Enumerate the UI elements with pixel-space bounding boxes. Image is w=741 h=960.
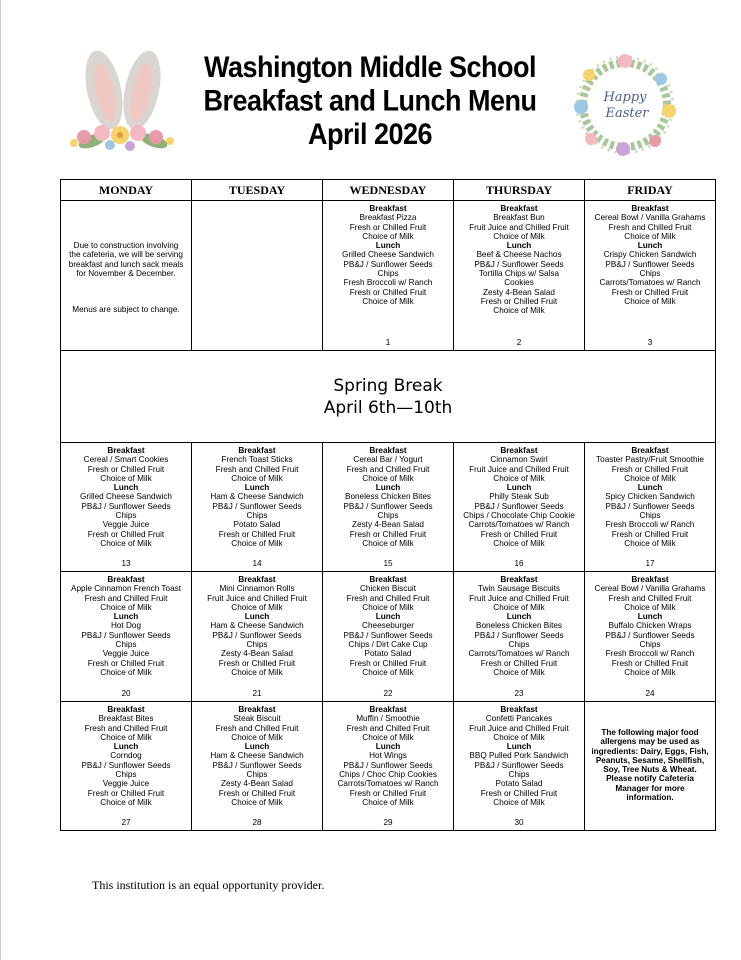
menu-item: Choice of Milk	[624, 667, 676, 677]
menu-item: Fresh or Chilled Fruit	[480, 296, 558, 306]
menu-item: Fresh or Chilled Fruit	[349, 529, 427, 539]
menu-item: PB&J / Sunflower Seeds	[474, 630, 564, 640]
menu-cell-content	[192, 572, 322, 701]
menu-cell-content	[323, 201, 453, 350]
header-monday: MONDAY	[61, 180, 192, 201]
menu-item: Chips / Dirt Cake Cup	[348, 640, 428, 650]
menu-item: Chips	[508, 770, 530, 780]
menu-item: Chips	[246, 640, 268, 650]
menu-item: Boneless Chicken Bites	[475, 621, 562, 631]
menu-item: Fresh or Chilled Fruit	[611, 287, 689, 297]
lunch-heading: Lunch	[375, 483, 401, 493]
breakfast-heading: Breakfast	[631, 204, 669, 213]
menu-item: Chips	[115, 511, 137, 521]
menu-item: Toaster Pastry/Fruit Smoothie	[596, 455, 704, 465]
menu-item: Philly Steak Sub	[489, 492, 549, 502]
menu-item: Choice of Milk	[362, 296, 414, 306]
menu-day-cell	[454, 572, 585, 702]
menu-item: Choice of Milk	[100, 538, 152, 548]
menu-item: PB&J / Sunflower Seeds	[212, 630, 302, 640]
menu-item: Cookies	[504, 278, 534, 288]
menu-item: BBQ Pulled Pork Sandwich	[469, 751, 569, 761]
lunch-heading: Lunch	[113, 612, 139, 622]
lunch-heading: Lunch	[506, 241, 532, 251]
breakfast-heading: Breakfast	[500, 705, 538, 714]
menu-item: Choice of Milk	[493, 732, 545, 742]
menu-cell-content	[323, 702, 453, 830]
menu-item: PB&J / Sunflower Seeds	[474, 501, 564, 511]
menu-item: Apple Cinnamon French Toast	[71, 584, 181, 594]
day-number: 3	[647, 337, 653, 347]
menu-item: Fresh or Chilled Fruit	[87, 658, 165, 668]
menu-cell-content	[61, 443, 191, 571]
menu-item: PB&J / Sunflower Seeds	[343, 501, 433, 511]
menu-item: PB&J / Sunflower Seeds	[343, 630, 433, 640]
menu-item: Fresh and Chilled Fruit	[84, 723, 168, 733]
menu-item: Choice of Milk	[231, 732, 283, 742]
empty-cell	[192, 201, 323, 351]
menu-item: Chips	[246, 511, 268, 521]
spring-break-dates: April 6th—10th	[323, 397, 453, 418]
header-wednesday: WEDNESDAY	[323, 180, 454, 201]
menu-item: Choice of Milk	[100, 732, 152, 742]
page-edge	[0, 0, 1, 960]
menu-item: Breakfast Bites	[98, 714, 154, 724]
construction-note: Due to construction involving the cafeteria, we will be serving breakfast and lunch sack meals for November & December.	[68, 241, 184, 278]
menu-day-cell	[192, 443, 323, 572]
menu-item: PB&J / Sunflower Seeds	[343, 259, 433, 269]
menu-item: Veggie Juice	[102, 649, 150, 659]
menu-cell-content	[323, 572, 453, 701]
menu-item: PB&J / Sunflower Seeds	[605, 501, 695, 511]
menu-change-note: Menus are subject to change.	[72, 305, 180, 315]
breakfast-heading: Breakfast	[631, 446, 669, 455]
menu-item: PB&J / Sunflower Seeds	[81, 760, 171, 770]
menu-item: Confetti Pancakes	[485, 714, 553, 724]
day-number: 30	[514, 817, 524, 827]
menu-item: Choice of Milk	[493, 231, 545, 241]
menu-day-cell	[454, 702, 585, 831]
breakfast-heading: Breakfast	[107, 705, 145, 714]
menu-item: Choice of Milk	[231, 667, 283, 677]
menu-item: PB&J / Sunflower Seeds	[474, 259, 564, 269]
menu-item: Fresh or Chilled Fruit	[480, 529, 558, 539]
menu-item: Potato Salad	[364, 649, 412, 659]
menu-item: Choice of Milk	[362, 538, 414, 548]
menu-item: Fresh or Chilled Fruit	[611, 658, 689, 668]
week-row-1	[61, 201, 716, 351]
menu-day-cell	[585, 201, 716, 351]
menu-item: Chips	[115, 640, 137, 650]
menu-item: Breakfast Pizza	[359, 213, 417, 223]
menu-item: Hot Wings	[369, 751, 407, 761]
menu-item: Choice of Milk	[362, 732, 414, 742]
menu-item: Fresh or Chilled Fruit	[218, 529, 296, 539]
menu-item: Choice of Milk	[362, 797, 414, 807]
menu-item: Chicken Biscuit	[360, 584, 416, 594]
bunny-ears-floral-icon	[62, 45, 182, 165]
menu-item: Cheeseburger	[362, 621, 414, 631]
equal-opportunity-footer: This institution is an equal opportunity provider.	[92, 878, 325, 892]
menu-item: Carrots/Tomatoes w/ Ranch	[468, 649, 570, 659]
menu-cell-content	[585, 201, 715, 350]
menu-item: Ham & Cheese Sandwich	[210, 621, 304, 631]
menu-item: Fresh or Chilled Fruit	[349, 222, 427, 232]
lunch-heading: Lunch	[113, 483, 139, 493]
lunch-heading: Lunch	[375, 742, 401, 752]
menu-item: Choice of Milk	[493, 306, 545, 316]
menu-day-cell	[454, 443, 585, 572]
menu-item: Fresh Broccoli w/ Ranch	[605, 520, 695, 530]
lunch-heading: Lunch	[506, 483, 532, 493]
page-title	[170, 51, 570, 151]
menu-item: Carrots/Tomatoes w/ Ranch	[599, 278, 701, 288]
easter-wreath-icon	[565, 45, 685, 165]
lunch-heading: Lunch	[506, 742, 532, 752]
menu-item: Fresh or Chilled Fruit	[87, 464, 165, 474]
menu-item: Buffalo Chicken Wraps	[608, 621, 692, 631]
menu-item: Chips	[639, 511, 661, 521]
breakfast-heading: Breakfast	[500, 446, 538, 455]
week-row-5	[61, 702, 716, 831]
menu-item: Choice of Milk	[624, 296, 676, 306]
menu-item: Choice of Milk	[624, 602, 676, 612]
menu-item: Chips	[246, 770, 268, 780]
menu-item: French Toast Sticks	[221, 455, 293, 465]
menu-item: Cinnamon Swirl	[490, 455, 548, 465]
day-number: 27	[121, 817, 131, 827]
menu-item: Choice of Milk	[493, 797, 545, 807]
menu-item: Chips	[508, 640, 530, 650]
menu-item: Fresh and Chilled Fruit	[608, 222, 692, 232]
menu-day-cell	[61, 572, 192, 702]
breakfast-heading: Breakfast	[107, 446, 145, 455]
menu-cell-content	[192, 443, 322, 571]
menu-item: Choice of Milk	[100, 473, 152, 483]
menu-item: Fresh or Chilled Fruit	[218, 658, 296, 668]
menu-item: Twin Sausage Biscuits	[478, 584, 560, 594]
menu-item: Fresh and Chilled Fruit	[215, 464, 299, 474]
menu-item: Muffin / Smoothie	[356, 714, 420, 724]
menu-item: Choice of Milk	[624, 231, 676, 241]
menu-item: Zesty 4-Bean Salad	[221, 779, 293, 789]
menu-item: Corndog	[110, 751, 142, 761]
menu-item: Chips / Choc Chip Cookies	[339, 770, 437, 780]
lunch-heading: Lunch	[375, 241, 401, 251]
menu-day-cell	[61, 702, 192, 831]
menu-item: Fruit Juice and Chilled Fruit	[469, 723, 569, 733]
day-number: 23	[514, 688, 524, 698]
menu-cell-content	[61, 702, 191, 830]
menu-item: Cereal / Smart Cookies	[83, 455, 169, 465]
menu-item: PB&J / Sunflower Seeds	[212, 501, 302, 511]
menu-item: Fruit Juice and Chilled Fruit	[207, 593, 307, 603]
menu-item: Veggie Juice	[102, 779, 150, 789]
menu-day-cell	[454, 201, 585, 351]
menu-day-cell	[192, 572, 323, 702]
menu-day-cell	[323, 702, 454, 831]
menu-item: Choice of Milk	[362, 602, 414, 612]
menu-item: PB&J / Sunflower Seeds	[81, 630, 171, 640]
menu-item: Fruit Juice and Chilled Fruit	[469, 593, 569, 603]
lunch-heading: Lunch	[637, 241, 663, 251]
lunch-heading: Lunch	[637, 612, 663, 622]
breakfast-heading: Breakfast	[369, 204, 407, 213]
menu-item: Tortilla Chips w/ Salsa	[478, 269, 560, 279]
menu-day-cell	[323, 201, 454, 351]
menu-item: Choice of Milk	[100, 667, 152, 677]
day-number: 28	[252, 817, 262, 827]
breakfast-heading: Breakfast	[238, 575, 276, 584]
menu-item: Fresh or Chilled Fruit	[218, 788, 296, 798]
menu-item: Fresh or Chilled Fruit	[87, 529, 165, 539]
menu-item: Chips	[639, 269, 661, 279]
menu-item: PB&J / Sunflower Seeds	[81, 501, 171, 511]
breakfast-heading: Breakfast	[500, 575, 538, 584]
menu-cell-content	[585, 443, 715, 571]
menu-item: Fresh or Chilled Fruit	[480, 658, 558, 668]
day-number: 21	[252, 688, 262, 698]
breakfast-heading: Breakfast	[369, 575, 407, 584]
breakfast-heading: Breakfast	[107, 575, 145, 584]
menu-day-cell	[323, 443, 454, 572]
lunch-heading: Lunch	[637, 483, 663, 493]
lunch-heading: Lunch	[244, 483, 270, 493]
menu-item: Grilled Cheese Sandwich	[342, 250, 434, 260]
lunch-heading: Lunch	[244, 612, 270, 622]
lunch-heading: Lunch	[506, 612, 532, 622]
menu-item: Choice of Milk	[362, 231, 414, 241]
menu-day-cell	[323, 572, 454, 702]
menu-item: Potato Salad	[495, 779, 543, 789]
menu-item: Fresh and Chilled Fruit	[346, 464, 430, 474]
day-number: 17	[645, 558, 655, 568]
menu-item: Chips	[377, 269, 399, 279]
menu-item: PB&J / Sunflower Seeds	[605, 630, 695, 640]
spring-break-title: Spring Break	[333, 375, 443, 396]
allergen-note-cell	[585, 702, 716, 831]
menu-item: Hot Dog	[110, 621, 142, 631]
menu-item: Choice of Milk	[231, 473, 283, 483]
menu-item: Fresh and Chilled Fruit	[346, 723, 430, 733]
menu-item: Fresh and Chilled Fruit	[608, 593, 692, 603]
menu-day-cell	[192, 702, 323, 831]
menu-item: Fresh Broccoli w/ Ranch	[343, 278, 433, 288]
day-number: 15	[383, 558, 393, 568]
header-thursday: THURSDAY	[454, 180, 585, 201]
menu-item: Ham & Cheese Sandwich	[210, 492, 304, 502]
menu-cell-content	[454, 572, 584, 701]
menu-item: Fresh and Chilled Fruit	[84, 593, 168, 603]
breakfast-heading: Breakfast	[369, 446, 407, 455]
menu-item: Chips	[639, 640, 661, 650]
menu-item: Choice of Milk	[231, 797, 283, 807]
menu-item: Cereal Bar / Yogurt	[353, 455, 423, 465]
lunch-heading: Lunch	[375, 612, 401, 622]
menu-item: Choice of Milk	[100, 602, 152, 612]
menu-item: Mini Cinnamon Rolls	[219, 584, 295, 594]
breakfast-heading: Breakfast	[500, 204, 538, 213]
day-number: 1	[385, 337, 391, 347]
menu-item: Cereal Bowl / Vanilla Grahams	[594, 584, 706, 594]
week-row-4	[61, 572, 716, 702]
breakfast-heading: Breakfast	[631, 575, 669, 584]
menu-item: Choice of Milk	[362, 473, 414, 483]
menu-item: Choice of Milk	[493, 538, 545, 548]
breakfast-heading: Breakfast	[238, 705, 276, 714]
menu-calendar	[60, 179, 716, 831]
menu-item: Fresh or Chilled Fruit	[349, 658, 427, 668]
menu-item: Fresh Broccoli w/ Ranch	[605, 649, 695, 659]
menu-item: PB&J / Sunflower Seeds	[474, 760, 564, 770]
menu-cell-content	[192, 702, 322, 830]
menu-day-cell	[585, 443, 716, 572]
menu-item: Fruit Juice and Chilled Fruit	[469, 464, 569, 474]
day-number: 22	[383, 688, 393, 698]
menu-cell-content	[454, 443, 584, 571]
menu-day-cell	[61, 443, 192, 572]
menu-item: Boneless Chicken Bites	[344, 492, 431, 502]
menu-item: Choice of Milk	[493, 602, 545, 612]
day-number: 14	[252, 558, 262, 568]
menu-item: Choice of Milk	[493, 473, 545, 483]
menu-item: Fresh or Chilled Fruit	[349, 788, 427, 798]
week-row-3	[61, 443, 716, 572]
menu-item: Fresh or Chilled Fruit	[349, 287, 427, 297]
menu-item: Ham & Cheese Sandwich	[210, 751, 304, 761]
day-number: 13	[121, 558, 131, 568]
menu-cell-content	[61, 572, 191, 701]
menu-item: Veggie Juice	[102, 520, 150, 530]
breakfast-heading: Breakfast	[369, 705, 407, 714]
menu-item: Fresh or Chilled Fruit	[87, 788, 165, 798]
menu-item: Zesty 4-Bean Salad	[352, 520, 424, 530]
menu-item: Zesty 4-Bean Salad	[221, 649, 293, 659]
menu-item: Chips / Chocolate Chip Cookie	[463, 511, 575, 521]
menu-item: Fruit Juice and Chilled Fruit	[469, 222, 569, 232]
title-menu: Breakfast and Lunch Menu	[203, 84, 537, 118]
menu-item: Zesty 4-Bean Salad	[483, 287, 555, 297]
menu-item: Steak Biscuit	[233, 714, 281, 724]
menu-item: Choice of Milk	[624, 538, 676, 548]
wreath-text-happy: Happy	[603, 90, 647, 105]
menu-item: Chips	[377, 511, 399, 521]
menu-item: Beef & Cheese Nachos	[476, 250, 562, 260]
menu-day-cell	[585, 572, 716, 702]
menu-item: Fresh or Chilled Fruit	[480, 788, 558, 798]
menu-item: Chips	[115, 770, 137, 780]
day-number: 24	[645, 688, 655, 698]
menu-item: Carrots/Tomatoes w/ Ranch	[468, 520, 570, 530]
day-number: 16	[514, 558, 524, 568]
menu-item: Choice of Milk	[624, 473, 676, 483]
menu-item: Fresh and Chilled Fruit	[215, 723, 299, 733]
menu-item: PB&J / Sunflower Seeds	[605, 259, 695, 269]
menu-item: Choice of Milk	[362, 667, 414, 677]
title-school: Washington Middle School	[204, 51, 536, 84]
wreath-text-easter: Easter	[605, 106, 649, 121]
menu-item: Fresh or Chilled Fruit	[611, 464, 689, 474]
menu-item: Choice of Milk	[100, 797, 152, 807]
menu-cell-content	[323, 443, 453, 571]
menu-item: Choice of Milk	[493, 667, 545, 677]
spring-break-row	[61, 351, 716, 443]
menu-item: Fresh and Chilled Fruit	[346, 593, 430, 603]
menu-cell-content	[585, 572, 715, 701]
menu-item: Crispy Chicken Sandwich	[603, 250, 697, 260]
header-tuesday: TUESDAY	[192, 180, 323, 201]
menu-item: Fresh or Chilled Fruit	[611, 529, 689, 539]
menu-cell-content	[454, 702, 584, 830]
menu-item: Choice of Milk	[231, 602, 283, 612]
menu-item: Choice of Milk	[231, 538, 283, 548]
day-number: 2	[516, 337, 522, 347]
breakfast-heading: Breakfast	[238, 446, 276, 455]
day-number: 29	[383, 817, 393, 827]
lunch-heading: Lunch	[113, 742, 139, 752]
menu-item: PB&J / Sunflower Seeds	[343, 760, 433, 770]
day-number: 20	[121, 688, 131, 698]
menu-item: Grilled Cheese Sandwich	[80, 492, 172, 502]
menu-item: Breakfast Bun	[493, 213, 545, 223]
menu-item: Spicy Chicken Sandwich	[605, 492, 695, 502]
lunch-heading: Lunch	[244, 742, 270, 752]
menu-item: PB&J / Sunflower Seeds	[212, 760, 302, 770]
menu-item: Potato Salad	[233, 520, 281, 530]
allergen-note: The following major food allergens may be used as ingredients: Dairy, Eggs, Fish, Peanuts, Sesame, Shellfish, Soy, Tree Nuts & Wheat. Please notify Cafeteria Manager for more information.	[591, 728, 709, 803]
menu-cell-content	[454, 201, 584, 350]
spring-break-banner	[61, 351, 716, 443]
weekday-header-row	[61, 180, 716, 201]
menu-item: Carrots/Tomatoes w/ Ranch	[337, 779, 439, 789]
menu-item: Cereal Bowl / Vanilla Grahams	[594, 213, 706, 223]
construction-note-cell	[61, 201, 192, 351]
header-friday: FRIDAY	[585, 180, 716, 201]
title-month: April 2026	[307, 118, 433, 151]
